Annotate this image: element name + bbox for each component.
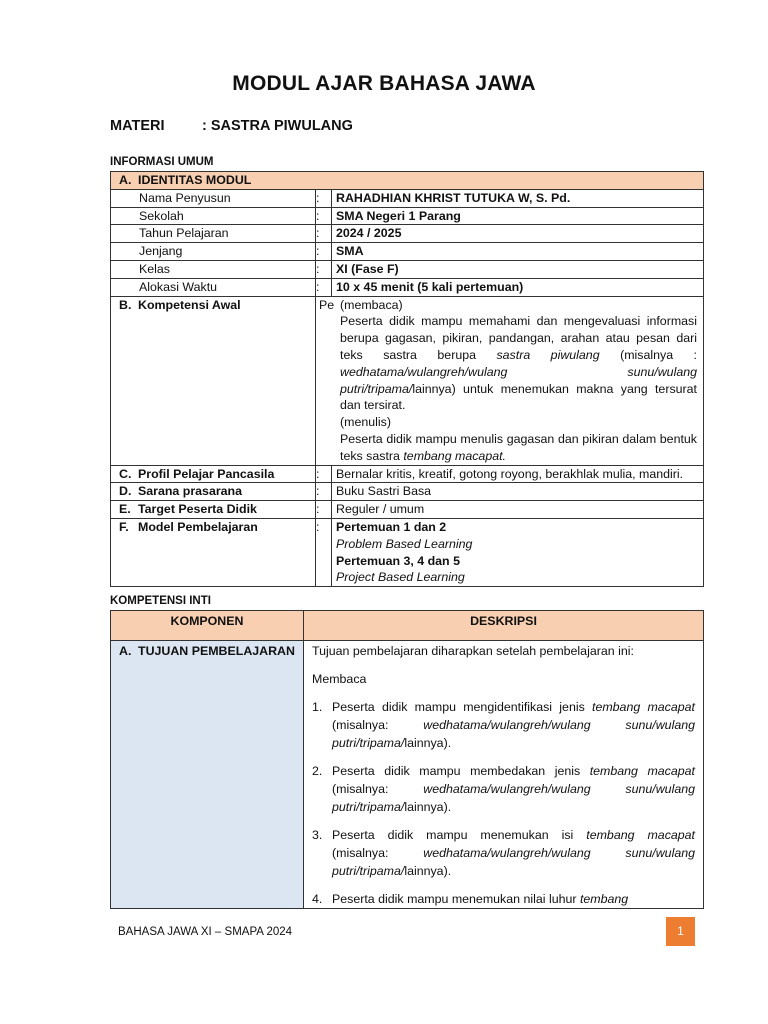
membaca-heading: (membaca)	[340, 297, 403, 312]
identity-value: SMA	[332, 243, 704, 261]
col-header-deskripsi: DESKRIPSI	[304, 611, 704, 641]
section-letter: A.	[119, 644, 132, 658]
section-letter: B.	[119, 297, 132, 312]
profil-label: Profil Pelajar Pancasila	[138, 466, 275, 481]
tujuan-komponen-cell	[111, 641, 304, 909]
identity-row	[111, 278, 704, 296]
membaca-paragraph: Peserta didik mampu memahami dan mengevaluasi informasi berupa gagasan, pikiran, pandangan, arahan atau pesan dari teks sastra berupa sastra piwulang (misalnya : wedhatama/wulangreh/wulang sunu/wulang putri/tripama/lainnya) untuk menemukan makna yang tersurat dan tersirat.	[340, 314, 697, 413]
kompetensi-inti-table	[110, 610, 704, 909]
model-row	[111, 518, 704, 586]
list-item: 4. Peserta didik mampu menemukan nilai luhur tembang	[312, 892, 629, 906]
document-title: MODUL AJAR BAHASA JAWA	[232, 72, 536, 95]
sarana-value: Buku Sastri Basa	[332, 483, 704, 501]
sarana-label: Sarana prasarana	[138, 484, 243, 499]
pertemuan-2-model: Project Based Learning	[336, 570, 465, 585]
target-label: Target Peserta Didik	[138, 502, 257, 517]
identity-label: Alokasi Waktu	[111, 278, 316, 296]
page-number-badge: 1	[666, 917, 695, 946]
profil-value: Bernalar kritis, kreatif, gotong royong, berakhlak mulia, mandiri.	[332, 465, 704, 483]
bullet-glyph: Pe	[319, 297, 335, 312]
list-item: 2. Peserta didik mampu membedakan jenis tembang macapat (misalnya: wedhatama/wulangreh/wulang sunu/wulang putri/tripama/lainnya).	[312, 764, 695, 814]
identity-value: RAHADHIAN KHRIST TUTUKA W, S. Pd.	[332, 189, 704, 207]
identity-value: 10 x 45 menit (5 kali pertemuan)	[332, 278, 704, 296]
identity-label: Sekolah	[111, 207, 316, 225]
sarana-row	[111, 483, 704, 501]
identity-row	[111, 189, 704, 207]
tujuan-intro: Tujuan pembelajaran diharapkan setelah pembelajaran ini:	[312, 644, 634, 658]
informasi-umum-table	[110, 171, 704, 587]
section-letter: E.	[119, 502, 131, 517]
tujuan-deskripsi-cell	[304, 641, 704, 909]
materi-value: : SASTRA PIWULANG	[202, 118, 353, 134]
footer-text: BAHASA JAWA XI – SMAPA 2024	[118, 926, 293, 938]
identity-label: Jenjang	[111, 243, 316, 261]
identitas-header-row	[111, 172, 704, 190]
identity-row	[111, 243, 704, 261]
section-letter: A.	[119, 173, 132, 187]
pertemuan-2-heading: Pertemuan 3, 4 dan 5	[336, 553, 460, 568]
colon: :	[316, 260, 332, 278]
identitas-header: IDENTITAS MODUL	[138, 173, 252, 187]
tujuan-row	[111, 641, 704, 909]
colon: :	[316, 465, 332, 483]
col-header-komponen: KOMPONEN	[111, 611, 304, 641]
colon: :	[316, 501, 332, 519]
kompetensi-awal-row	[111, 296, 704, 465]
profil-row	[111, 465, 704, 483]
tujuan-label: TUJUAN PEMBELAJARAN	[138, 644, 295, 658]
membaca-subheading: Membaca	[312, 672, 367, 686]
section-letter: F.	[119, 519, 129, 534]
menulis-heading: (menulis)	[340, 415, 391, 430]
pertemuan-1-heading: Pertemuan 1 dan 2	[336, 519, 447, 534]
list-item: 1. Peserta didik mampu mengidentifikasi jenis tembang macapat (misalnya: wedhatama/wulangreh/wulang sunu/wulang putri/tripama/lainnya).	[312, 700, 695, 750]
list-item: 3. Peserta didik mampu menemukan isi tembang macapat (misalnya: wedhatama/wulangreh/wulang sunu/wulang putri/tripama/lainnya).	[312, 828, 696, 878]
colon: :	[316, 518, 332, 586]
identity-label: Nama Penyusun	[111, 189, 316, 207]
identity-value: 2024 / 2025	[332, 225, 704, 243]
section-letter: C.	[119, 466, 132, 481]
identity-label: Tahun Pelajaran	[111, 225, 316, 243]
colon: :	[316, 243, 332, 261]
target-value: Reguler / umum	[332, 501, 704, 519]
informasi-umum-heading: INFORMASI UMUM	[110, 156, 214, 168]
identity-label: Kelas	[111, 260, 316, 278]
kompetensi-inti-heading: KOMPETENSI INTI	[110, 595, 211, 607]
materi-line	[110, 118, 353, 134]
colon: :	[316, 225, 332, 243]
kompetensi-inti-header-row	[111, 611, 704, 641]
kompetensi-awal-label: Kompetensi Awal	[138, 297, 241, 312]
colon: :	[316, 483, 332, 501]
identity-value: SMA Negeri 1 Parang	[332, 207, 704, 225]
identity-row	[111, 225, 704, 243]
identity-row	[111, 260, 704, 278]
section-letter: D.	[119, 484, 132, 499]
model-label: Model Pembelajaran	[138, 519, 258, 534]
tujuan-list	[312, 698, 695, 908]
materi-label: MATERI	[110, 118, 165, 134]
menulis-paragraph: Peserta didik mampu menulis gagasan dan pikiran dalam bentuk teks sastra tembang macapat.	[340, 431, 697, 463]
colon: :	[316, 189, 332, 207]
identity-value: XI (Fase F)	[332, 260, 704, 278]
identity-row	[111, 207, 704, 225]
colon: :	[316, 207, 332, 225]
pertemuan-1-model: Problem Based Learning	[336, 536, 473, 551]
target-row	[111, 501, 704, 519]
colon: :	[316, 278, 332, 296]
